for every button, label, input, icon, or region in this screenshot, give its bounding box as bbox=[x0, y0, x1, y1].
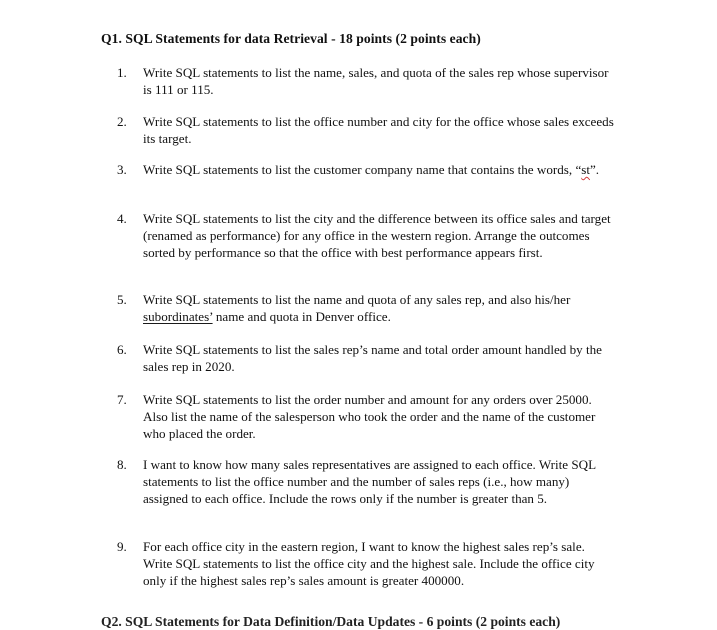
question-number: 6. bbox=[117, 342, 127, 357]
question-text-run: I want to know how many sales representatives are assigned to each office. Write SQL statements to list the office number and the number of sales reps (i.e., how many) assigned to each office. Include the rows only if the number is greater than 5. bbox=[143, 457, 596, 506]
question-text bbox=[143, 210, 617, 261]
question-text-run: Write SQL statements to list the city and the difference between its office sales and target (renamed as performance) for any office in the western region. Arrange the outcomes sorted by performance so that the office with best performance appears first. bbox=[143, 211, 611, 260]
question-number: 8. bbox=[117, 457, 127, 472]
question-text-run: Write SQL statements to list the sales rep’s name and total order amount handled by the sales rep in 2020. bbox=[143, 342, 602, 374]
question-number: 5. bbox=[117, 292, 127, 307]
next-section-heading: Q2. SQL Statements for Data Definition/Data Updates - 6 points (2 points each) bbox=[101, 614, 561, 629]
question-number: 1. bbox=[117, 65, 127, 80]
question-number: 3. bbox=[117, 162, 127, 177]
question-text-run: Write SQL statements to list the customer company name that contains the words, “ bbox=[143, 162, 582, 177]
question-text bbox=[143, 291, 617, 325]
question-text-run: name and quota in Denver office. bbox=[212, 309, 391, 324]
question-text bbox=[143, 456, 617, 507]
question-text-run: Write SQL statements to list the name and quota of any sales rep, and also his/her bbox=[143, 292, 571, 307]
question-text bbox=[143, 341, 617, 375]
question-number: 4. bbox=[117, 211, 127, 226]
question-text-run: Write SQL statements to list the name, sales, and quota of the sales rep whose supervisor is 111 or 115. bbox=[143, 65, 609, 97]
question-text-run: Write SQL statements to list the order number and amount for any orders over 25000. Also list the name of the salesperson who took the order and the name of the customer who placed the order. bbox=[143, 392, 596, 441]
underlined-text: subordinates’ bbox=[143, 309, 213, 324]
question-text bbox=[143, 391, 617, 442]
question-text-run: ”. bbox=[590, 162, 600, 177]
question-text-run: For each office city in the eastern region, I want to know the highest sales rep’s sale. Write SQL statements to list the office city and the highest sale. Include the office city only if the highest sales rep’s sales amount is greater 400000. bbox=[143, 539, 595, 588]
spellcheck-flagged-text: st bbox=[581, 162, 590, 177]
question-number: 9. bbox=[117, 539, 127, 554]
question-text bbox=[143, 161, 617, 178]
question-text bbox=[143, 113, 617, 147]
question-text bbox=[143, 538, 617, 589]
question-number: 7. bbox=[117, 392, 127, 407]
question-text-run: Write SQL statements to list the office number and city for the office whose sales exceeds its target. bbox=[143, 114, 614, 146]
section-heading: Q1. SQL Statements for data Retrieval - 18 points (2 points each) bbox=[101, 31, 481, 46]
question-text bbox=[143, 64, 617, 98]
question-number: 2. bbox=[117, 114, 127, 129]
